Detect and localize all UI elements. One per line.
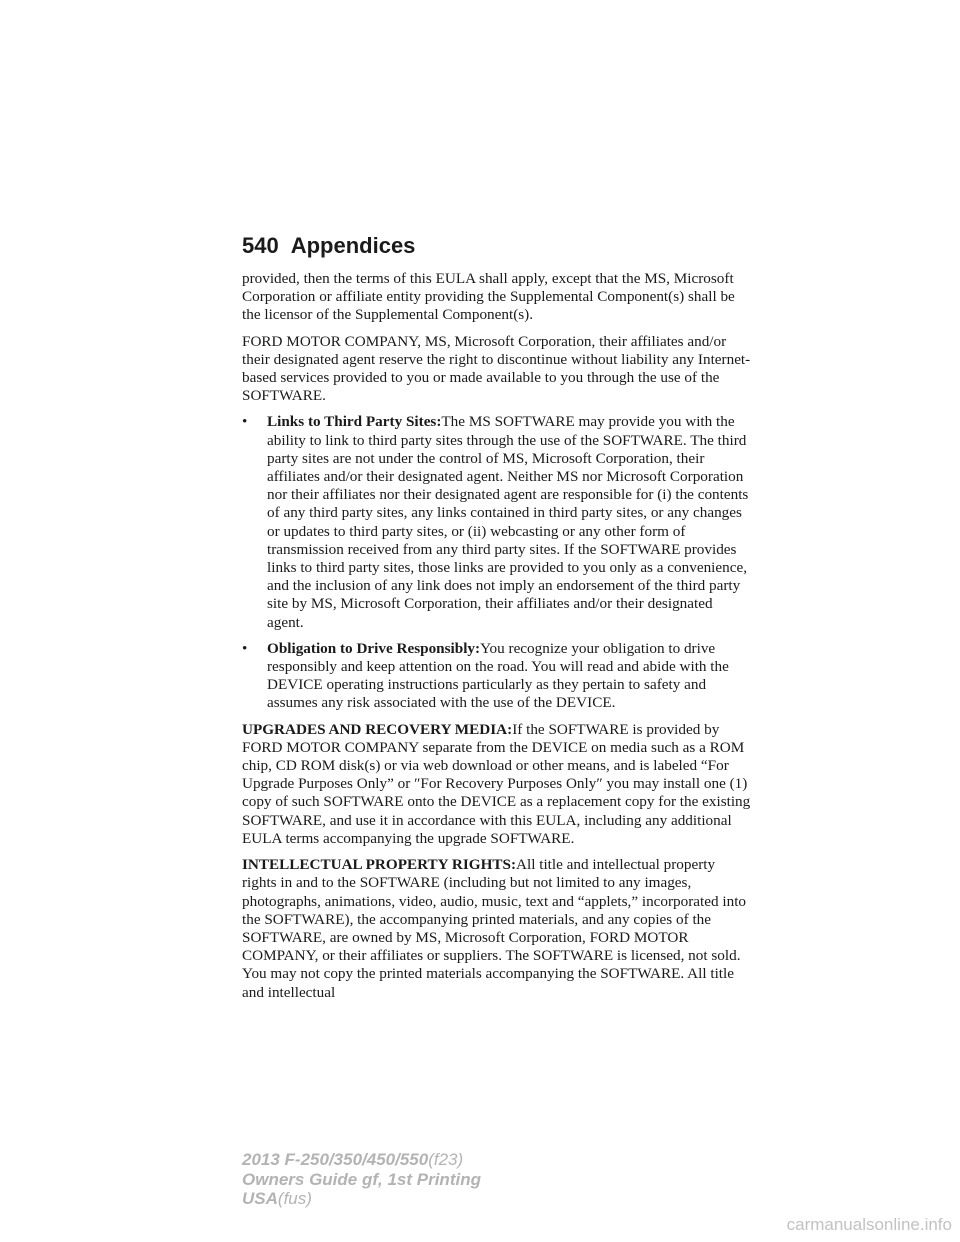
paragraph-supplemental: provided, then the terms of this EULA shall apply, except that the MS, Microsoft Corporation or affiliate entity providing the Supplemental Component(s) shall be the licensor of the Supplemental Component(s). xyxy=(242,270,735,324)
page-number: 540 xyxy=(242,233,279,258)
ip-label: INTELLECTUAL PROPERTY RIGHTS: xyxy=(242,856,517,874)
section-title: Appendices xyxy=(290,233,416,258)
paragraph-intellectual-property xyxy=(242,856,752,1002)
page-header xyxy=(242,228,762,264)
bullet-drive-responsibly xyxy=(242,640,752,713)
bullet-label: Links to Third Party Sites: xyxy=(267,413,442,431)
footer-line-region: USA(fus) xyxy=(242,1189,312,1208)
upgrades-text: If the SOFTWARE is provided by FORD MOTOR COMPANY separate from the DEVICE on media such as a ROM chip, CD ROM disk(s) or via web download or other means, and is labeled “For Upgrade Purposes Only” or ″For Recovery Purposes Only″ you may install one (1) copy of such SOFTWARE onto the DEVICE as a replacement copy for the existing SOFTWARE, and use it in accordance with this EULA, including any additional EULA terms accompanying the upgrade SOFTWARE. xyxy=(242,720,751,847)
print-footer xyxy=(242,1150,602,1209)
bullet-third-party-sites xyxy=(242,413,752,631)
bullet-label: Obligation to Drive Responsibly: xyxy=(267,639,481,657)
footer-line-guide: Owners Guide gf, 1st Printing xyxy=(242,1169,481,1189)
site-watermark: carmanualsonline.info xyxy=(786,1215,952,1234)
bullet-text: The MS SOFTWARE may provide you with the ability to link to third party sites through the use of the SOFTWARE. The third party sites are not under the control of MS, Microsoft Corporation, their affiliates and/or their designated agent. Neither MS nor Microsoft Corporation nor their affiliates nor their designated agent are responsible for (i) the contents of any third party sites, any links contained in third party sites, or any changes or updates to third party sites, or (ii) webcasting or any other form of transmission received from any third party sites. If the SOFTWARE provides links to third party sites, those links are provided to you only as a convenience, and the inclusion of any link does not imply an endorsement of the third party site by MS, Microsoft Corporation, their affiliates and/or their designated agent. xyxy=(267,413,749,631)
bullet-text: You recognize your obligation to drive responsibly and keep attention on the road. You will read and abide with the DEVICE operating instructions particularly as they pertain to safety and assumes any risk associated with the use of the DEVICE. xyxy=(267,639,729,712)
upgrades-label: UPGRADES AND RECOVERY MEDIA: xyxy=(242,720,513,738)
document-body xyxy=(242,270,752,1010)
paragraph-internet-services: FORD MOTOR COMPANY, MS, Microsoft Corporation, their affiliates and/or their designated agent reserve the right to discontinue without liability any Internet-based services provided to you or made available to you through the use of the SOFTWARE. xyxy=(242,332,751,405)
paragraph-upgrades xyxy=(242,721,752,848)
bullet-marker: • xyxy=(242,639,248,657)
bullet-marker: • xyxy=(242,413,248,431)
ip-text: All title and intellectual property rights in and to the SOFTWARE (including but not limited to any images, photographs, animations, video, audio, music, text and “applets,” incorporated into the SOFTWARE), the accompanying printed materials, and any copies of the SOFTWARE, are owned by MS, Microsoft Corporation, FORD MOTOR COMPANY, or their affiliates or suppliers. The SOFTWARE is licensed, not sold. You may not copy the printed materials accompanying the SOFTWARE. All title and intellectual xyxy=(242,856,747,1001)
footer-line-model: 2013 F-250/350/450/550(f23) xyxy=(242,1150,464,1169)
